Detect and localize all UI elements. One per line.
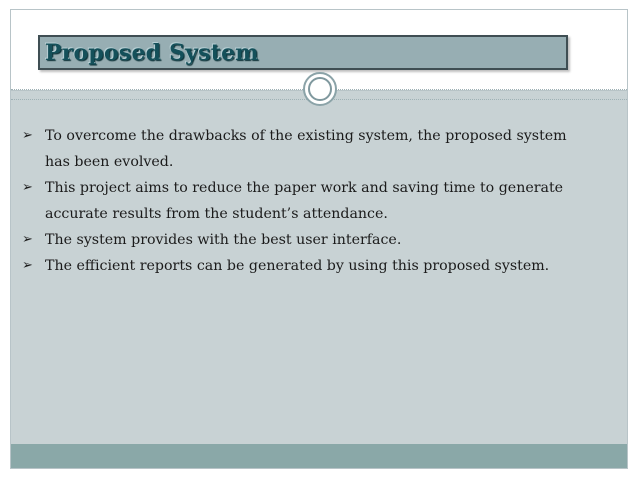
title-box <box>38 35 568 70</box>
bullet-item <box>20 253 580 279</box>
bullet-text: The system provides with the best user interface. <box>45 232 402 248</box>
bullet-item <box>20 175 580 227</box>
bullet-item <box>20 227 580 253</box>
bullet-list <box>20 123 580 279</box>
slide-footer-band <box>11 444 627 468</box>
bullet-item <box>20 123 580 175</box>
circle-ornament-icon <box>303 72 337 106</box>
arrow-bullet-icon: ➢ <box>22 128 33 143</box>
circle-ornament-inner <box>308 77 332 101</box>
bullet-text: To overcome the drawbacks of the existing system, the proposed system has been evolved. <box>45 128 567 170</box>
arrow-bullet-icon: ➢ <box>22 180 33 195</box>
arrow-bullet-icon: ➢ <box>22 258 33 273</box>
bullet-text: This project aims to reduce the paper work and saving time to generate accurate results from the student’s attendance. <box>45 180 564 222</box>
arrow-bullet-icon: ➢ <box>22 232 33 247</box>
slide-title: Proposed System <box>45 40 259 66</box>
bullet-text: The efficient reports can be generated by using this proposed system. <box>45 258 550 274</box>
